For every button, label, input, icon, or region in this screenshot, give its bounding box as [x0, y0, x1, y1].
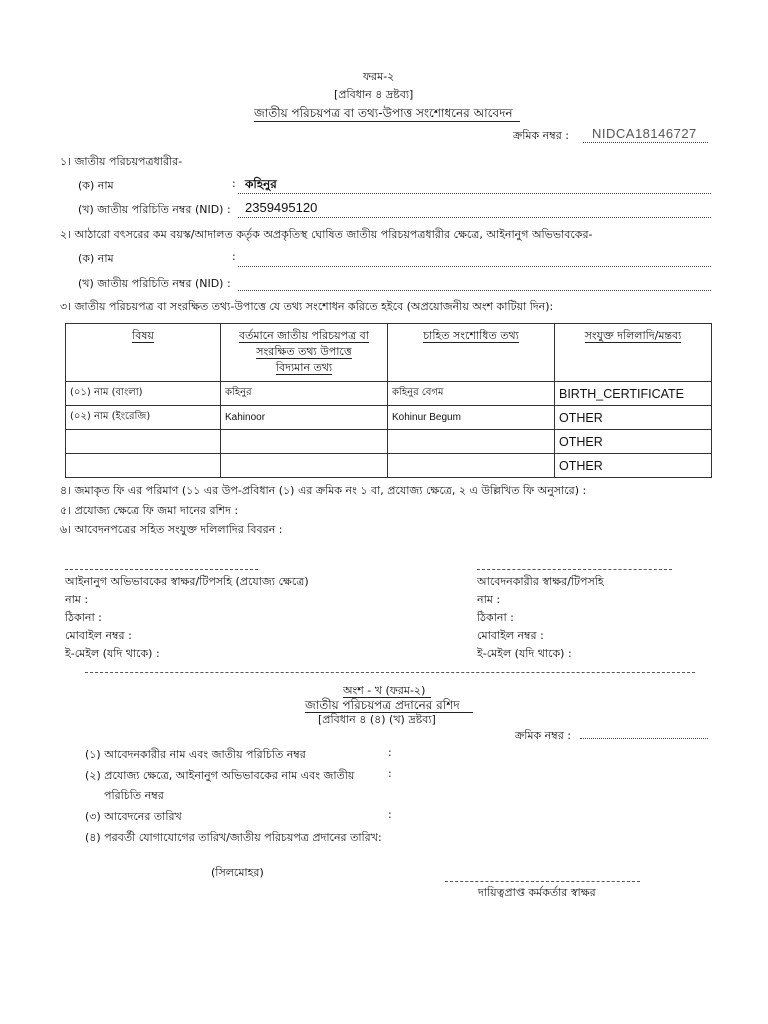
seal-label: (সিলমোহর) — [211, 866, 264, 879]
serial-label: ক্রমিক নম্বর : — [513, 129, 569, 142]
section6-attachments: ৬। আবেদনপত্রের সহিত সংযুক্ত দলিলাদির বিবরন : — [60, 523, 283, 536]
applicant-mobile-field: মোবাইল নম্বর : — [477, 629, 544, 642]
cell-subject — [66, 430, 221, 454]
tear-off-line — [85, 672, 695, 673]
guardian-name-colon: : — [232, 250, 236, 263]
officer-signature-line — [445, 881, 640, 882]
receipt-title: জাতীয় পরিচয়পত্র প্রদানের রশিদ — [305, 698, 460, 712]
cell-subject: (০১) নাম (বাংলা) — [66, 382, 221, 406]
title-underline — [254, 121, 520, 122]
receipt-serial-line — [580, 738, 708, 739]
header-requested-correction: চাহিত সংশোধিত তথ্য — [388, 324, 555, 382]
guardian-name-label: (ক) নাম — [78, 252, 114, 265]
guardian-address-field: ঠিকানা : — [65, 611, 102, 624]
correction-table — [65, 323, 712, 478]
form-title: ফরম-২ — [363, 70, 395, 83]
applicant-name-field: নাম : — [477, 593, 501, 606]
table-header-row — [66, 324, 712, 382]
holder-name-label: (ক) নাম — [78, 179, 114, 192]
header-attached-documents: সংযুক্ত দলিলাদি/মন্তব্য — [555, 324, 712, 382]
table-row — [66, 382, 712, 406]
applicant-address-field: ঠিকানা : — [477, 611, 514, 624]
receipt-item-date: (৩) আবেদনের তারিখ — [85, 810, 182, 823]
receipt-serial-label: ক্রমিক নম্বর : — [515, 729, 571, 742]
section2-heading: ২। আঠারো বৎসরের কম বয়স্ক/আদালত কর্তৃক অপ্রকৃতিস্থ ঘোষিত জাতীয় পরিচয়পত্রধারীর ক্ষেত্রে, আইনানুগ অভিভাবকের- — [60, 228, 593, 241]
cell-requested: Kohinur Begum — [388, 406, 555, 430]
section4-fee-amount: ৪। জমাকৃত ফি এর পরিমাণ (১১ এর উপ-প্রবিধান (১) এর ক্রমিক নং ১ বা, প্রযোজ্য ক্ষেত্রে, ২ এ উল্লিখিত ফি অনুসারে) : — [60, 484, 587, 497]
application-title: জাতীয় পরিচয়পত্র বা তথ্য-উপাত্ত সংশোধনের আবেদন — [254, 106, 513, 120]
guardian-email-field: ই-মেইল (যদি থাকে) : — [65, 647, 160, 660]
guardian-nid-line — [238, 290, 711, 291]
rule-reference: [প্রবিধান ৪ দ্রষ্টব্য] — [334, 88, 414, 101]
applicant-email-field: ই-মেইল (যদি থাকে) : — [477, 647, 572, 660]
header-subject: বিষয় — [66, 324, 221, 382]
receipt-item-colon: : — [388, 746, 392, 759]
cell-existing — [221, 430, 388, 454]
cell-requested — [388, 430, 555, 454]
holder-name-value: কহিনুর — [245, 177, 277, 191]
table-row — [66, 430, 712, 454]
holder-name-line — [238, 193, 711, 194]
cell-document: OTHER — [555, 430, 712, 454]
holder-nid-value: 2359495120 — [245, 200, 318, 215]
serial-number: NIDCA18146727 — [592, 126, 697, 141]
officer-signature-label: দায়িত্বপ্রাপ্ত কর্মকর্তার স্বাক্ষর — [478, 886, 596, 899]
serial-dotted-line — [583, 142, 708, 143]
cell-existing: Kahinoor — [221, 406, 388, 430]
cell-document: OTHER — [555, 454, 712, 478]
cell-existing: কহিনুর — [221, 382, 388, 406]
guardian-signature-label: আইনানুগ অভিভাবকের স্বাক্ষর/টিপসহি (প্রযোজ্য ক্ষেত্রে) — [65, 575, 309, 588]
receipt-item-guardian: (২) প্রযোজ্য ক্ষেত্রে, আইনানুগ অভিভাবকের নাম এবং জাতীয় — [85, 769, 355, 782]
receipt-part-title: অংশ - খ (ফরম-২) — [343, 684, 426, 697]
guardian-nid-label: (খ) জাতীয় পরিচিতি নম্বর (NID) : — [78, 277, 231, 290]
header-existing-info: বর্তমানে জাতীয় পরিচয়পত্র বা সংরক্ষিত তথ্য উপাত্তে বিদ্যমান তথ্য — [221, 324, 388, 382]
cell-document: OTHER — [555, 406, 712, 430]
receipt-item-colon: : — [388, 808, 392, 821]
holder-nid-line — [238, 217, 711, 218]
cell-requested: কহিনুর বেগম — [388, 382, 555, 406]
receipt-item-applicant: (১) আবেদনকারীর নাম এবং জাতীয় পরিচিতি নম্বর — [85, 748, 306, 761]
guardian-name-line — [238, 266, 711, 267]
cell-document: BIRTH_CERTIFICATE — [555, 382, 712, 406]
section3-heading: ৩। জাতীয় পরিচয়পত্র বা সংরক্ষিত তথ্য-উপাত্তে যে তথ্য সংশোধন করিতে হইবে (অপ্রয়োজনীয় অংশ কাটিয়া দিন): — [60, 300, 554, 313]
receipt-item-guardian-cont: পরিচিতি নম্বর — [104, 789, 164, 802]
applicant-signature-line — [477, 569, 672, 570]
receipt-item-colon: : — [388, 767, 392, 780]
table-row — [66, 406, 712, 430]
cell-subject: (০২) নাম (ইংরেজি) — [66, 406, 221, 430]
receipt-rule-reference: [প্রবিধান ৪ (৪) (খ) দ্রষ্টব্য] — [318, 713, 436, 726]
cell-subject — [66, 454, 221, 478]
holder-name-colon: : — [232, 177, 236, 190]
receipt-item-next-date: (৪) পরবর্তী যোগাযোগের তারিখ/জাতীয় পরিচয়পত্র প্রদানের তারিখ: — [85, 831, 382, 844]
guardian-mobile-field: মোবাইল নম্বর : — [65, 629, 132, 642]
cell-existing — [221, 454, 388, 478]
cell-requested — [388, 454, 555, 478]
guardian-signature-line — [65, 569, 258, 570]
section5-fee-receipt: ৫। প্রযোজ্য ক্ষেত্রে ফি জমা দানের রশিদ : — [60, 504, 239, 517]
table-row — [66, 454, 712, 478]
guardian-name-field: নাম : — [65, 593, 89, 606]
applicant-signature-label: আবেদনকারীর স্বাক্ষর/টিপসহি — [477, 575, 604, 588]
section1-heading: ১। জাতীয় পরিচয়পত্রধারীর- — [60, 155, 183, 168]
holder-nid-label: (খ) জাতীয় পরিচিতি নম্বর (NID) : — [78, 203, 231, 216]
